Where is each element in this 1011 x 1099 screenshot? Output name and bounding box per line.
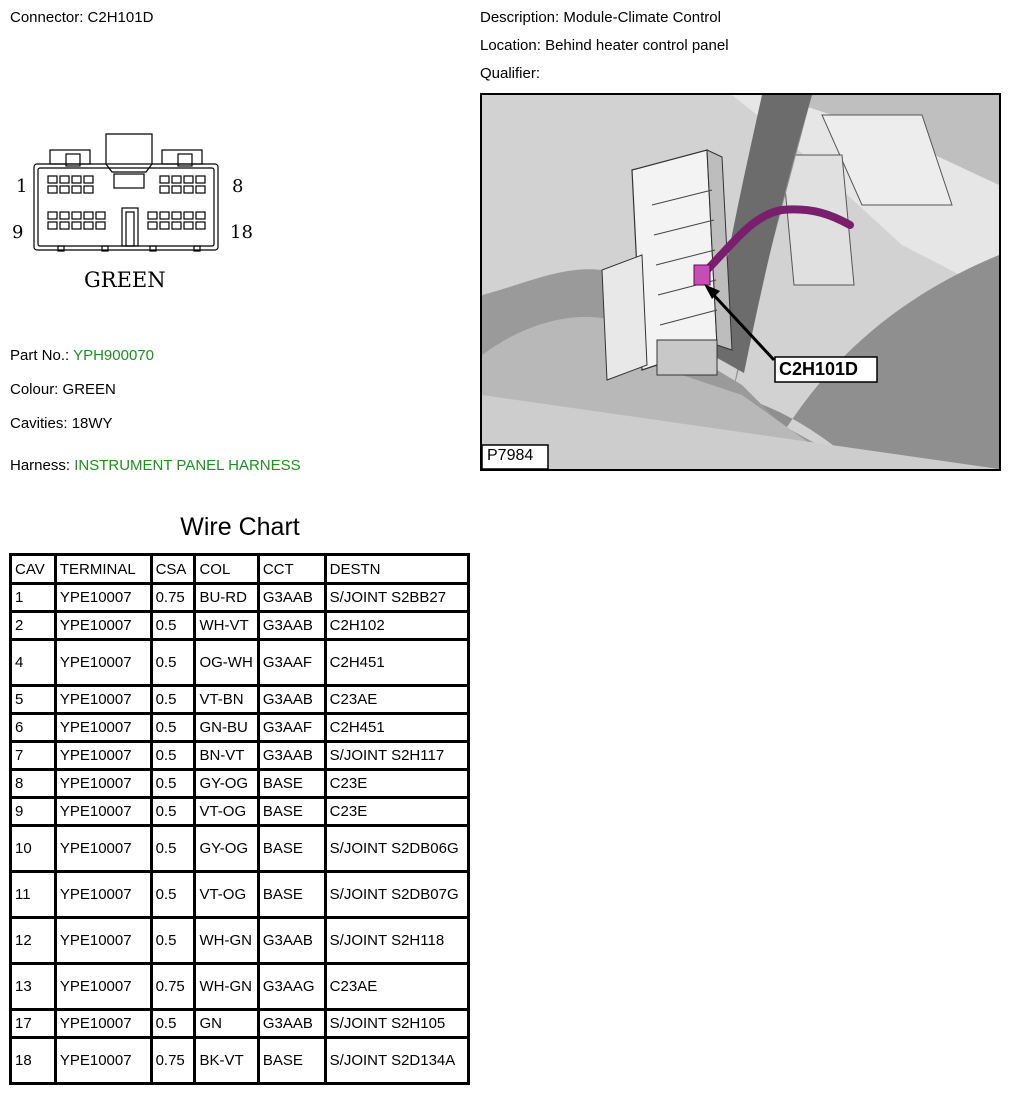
qualifier-line <box>480 65 540 82</box>
cell-destn: C23E <box>325 798 468 826</box>
table-row <box>11 770 469 798</box>
cell-cav: 2 <box>11 612 56 640</box>
cell-col: BK-VT <box>195 1038 258 1084</box>
cell-destn: S/JOINT S2H105 <box>325 1010 468 1038</box>
cell-destn: S/JOINT S2DB07G <box>325 872 468 918</box>
pin-number-9: 9 <box>12 222 24 243</box>
cell-csa: 0.75 <box>151 964 195 1010</box>
location-line <box>480 37 729 54</box>
cell-cct: BASE <box>258 872 325 918</box>
cell-csa: 0.5 <box>151 872 195 918</box>
description-line <box>480 9 721 26</box>
cell-cct: G3AAB <box>258 584 325 612</box>
description-value: Module-Climate Control <box>563 9 721 26</box>
connector-label: Connector: <box>10 9 84 26</box>
cell-col: VT-OG <box>195 798 258 826</box>
table-row <box>11 584 469 612</box>
cell-col: OG-WH <box>195 640 258 686</box>
cell-cct: G3AAB <box>258 1010 325 1038</box>
col-header-csa: CSA <box>151 555 195 584</box>
cell-csa: 0.5 <box>151 742 195 770</box>
cell-destn: C2H451 <box>325 640 468 686</box>
cell-destn: S/JOINT S2H117 <box>325 742 468 770</box>
cell-destn: C23E <box>325 770 468 798</box>
harness-line <box>10 457 301 474</box>
cell-cav: 11 <box>11 872 56 918</box>
cell-destn: C23AE <box>325 686 468 714</box>
cell-csa: 0.5 <box>151 612 195 640</box>
cell-csa: 0.5 <box>151 798 195 826</box>
cell-terminal: YPE10007 <box>55 742 151 770</box>
cell-cct: BASE <box>258 770 325 798</box>
cell-destn: C2H451 <box>325 714 468 742</box>
figure-id: P7984 <box>487 447 534 464</box>
cell-destn: S/JOINT S2DB06G <box>325 826 468 872</box>
table-row <box>11 826 469 872</box>
dashboard-illustration <box>482 95 999 469</box>
cell-cav: 10 <box>11 826 56 872</box>
table-row <box>11 742 469 770</box>
cell-destn: S/JOINT S2H118 <box>325 918 468 964</box>
cell-csa: 0.5 <box>151 918 195 964</box>
cell-col: GN-BU <box>195 714 258 742</box>
table-header-row <box>11 555 469 584</box>
cell-cav: 1 <box>11 584 56 612</box>
connector-line <box>10 9 153 26</box>
table-row <box>11 1010 469 1038</box>
table-row <box>11 640 469 686</box>
table-row <box>11 798 469 826</box>
cell-col: GY-OG <box>195 826 258 872</box>
cell-terminal: YPE10007 <box>55 1010 151 1038</box>
cell-terminal: YPE10007 <box>55 798 151 826</box>
pin-number-1: 1 <box>16 176 28 197</box>
cell-terminal: YPE10007 <box>55 826 151 872</box>
cell-cct: BASE <box>258 1038 325 1084</box>
colour-value: GREEN <box>62 381 116 398</box>
cell-csa: 0.5 <box>151 714 195 742</box>
cell-cav: 17 <box>11 1010 56 1038</box>
cell-csa: 0.5 <box>151 1010 195 1038</box>
table-row <box>11 612 469 640</box>
cell-cav: 8 <box>11 770 56 798</box>
connector-face-diagram <box>10 120 270 300</box>
harness-link[interactable]: INSTRUMENT PANEL HARNESS <box>74 457 301 474</box>
cell-cct: G3AAF <box>258 714 325 742</box>
cell-col: WH-GN <box>195 918 258 964</box>
cavities-line <box>10 415 113 432</box>
cell-terminal: YPE10007 <box>55 770 151 798</box>
cell-cav: 5 <box>11 686 56 714</box>
cell-csa: 0.5 <box>151 640 195 686</box>
cell-terminal: YPE10007 <box>55 1038 151 1084</box>
table-row <box>11 918 469 964</box>
wire-chart-title: Wire Chart <box>180 513 300 541</box>
location-label: Location: <box>480 37 541 54</box>
callout-label: C2H101D <box>779 359 859 379</box>
cell-cct: G3AAB <box>258 686 325 714</box>
col-header-destn: DESTN <box>325 555 468 584</box>
cell-destn: C2H102 <box>325 612 468 640</box>
cell-cav: 12 <box>11 918 56 964</box>
cell-terminal: YPE10007 <box>55 918 151 964</box>
col-header-terminal: TERMINAL <box>55 555 151 584</box>
cell-csa: 0.5 <box>151 826 195 872</box>
pin-number-18: 18 <box>230 222 253 243</box>
cell-col: GN <box>195 1010 258 1038</box>
cell-terminal: YPE10007 <box>55 872 151 918</box>
cell-col: BN-VT <box>195 742 258 770</box>
colour-line <box>10 381 116 398</box>
cell-cct: G3AAB <box>258 742 325 770</box>
cell-csa: 0.5 <box>151 770 195 798</box>
cell-cct: G3AAG <box>258 964 325 1010</box>
colour-label: Colour: <box>10 381 59 398</box>
cell-destn: C23AE <box>325 964 468 1010</box>
location-value: Behind heater control panel <box>545 37 729 54</box>
qualifier-label: Qualifier: <box>480 65 541 82</box>
pin-number-8: 8 <box>232 176 244 197</box>
cell-cct: BASE <box>258 826 325 872</box>
cell-cct: G3AAB <box>258 918 325 964</box>
cell-col: VT-BN <box>195 686 258 714</box>
connector-value: C2H101D <box>87 9 154 26</box>
location-illustration <box>480 93 1001 471</box>
cell-destn: S/JOINT S2BB27 <box>325 584 468 612</box>
cell-col: BU-RD <box>195 584 258 612</box>
col-header-cct: CCT <box>258 555 325 584</box>
cell-cav: 6 <box>11 714 56 742</box>
connector-colour-caption: GREEN <box>84 268 166 292</box>
cell-col: WH-GN <box>195 964 258 1010</box>
description-label: Description: <box>480 9 560 26</box>
cell-terminal: YPE10007 <box>55 964 151 1010</box>
table-row <box>11 686 469 714</box>
cell-terminal: YPE10007 <box>55 584 151 612</box>
part-no-link[interactable]: YPH900070 <box>73 347 154 364</box>
cell-col: GY-OG <box>195 770 258 798</box>
table-row <box>11 964 469 1010</box>
cell-csa: 0.75 <box>151 584 195 612</box>
cell-cct: G3AAB <box>258 612 325 640</box>
part-no-label: Part No.: <box>10 347 70 364</box>
cell-cct: G3AAF <box>258 640 325 686</box>
cell-csa: 0.5 <box>151 686 195 714</box>
part-no-line <box>10 347 154 364</box>
col-header-col: COL <box>195 555 258 584</box>
table-row <box>11 714 469 742</box>
cavities-value: 18WY <box>71 415 113 432</box>
cell-col: VT-OG <box>195 872 258 918</box>
cell-cav: 7 <box>11 742 56 770</box>
harness-label: Harness: <box>10 457 71 474</box>
cell-cav: 13 <box>11 964 56 1010</box>
table-row <box>11 872 469 918</box>
cell-csa: 0.75 <box>151 1038 195 1084</box>
wire-chart-table <box>9 553 470 1085</box>
cell-terminal: YPE10007 <box>55 612 151 640</box>
cavities-label: Cavities: <box>10 415 68 432</box>
cell-col: WH-VT <box>195 612 258 640</box>
cell-cav: 9 <box>11 798 56 826</box>
table-row <box>11 1038 469 1084</box>
cell-cct: BASE <box>258 798 325 826</box>
cell-destn: S/JOINT S2D134A <box>325 1038 468 1084</box>
cell-cav: 18 <box>11 1038 56 1084</box>
cell-terminal: YPE10007 <box>55 686 151 714</box>
col-header-cav: CAV <box>11 555 56 584</box>
cell-cav: 4 <box>11 640 56 686</box>
cell-terminal: YPE10007 <box>55 640 151 686</box>
cell-terminal: YPE10007 <box>55 714 151 742</box>
